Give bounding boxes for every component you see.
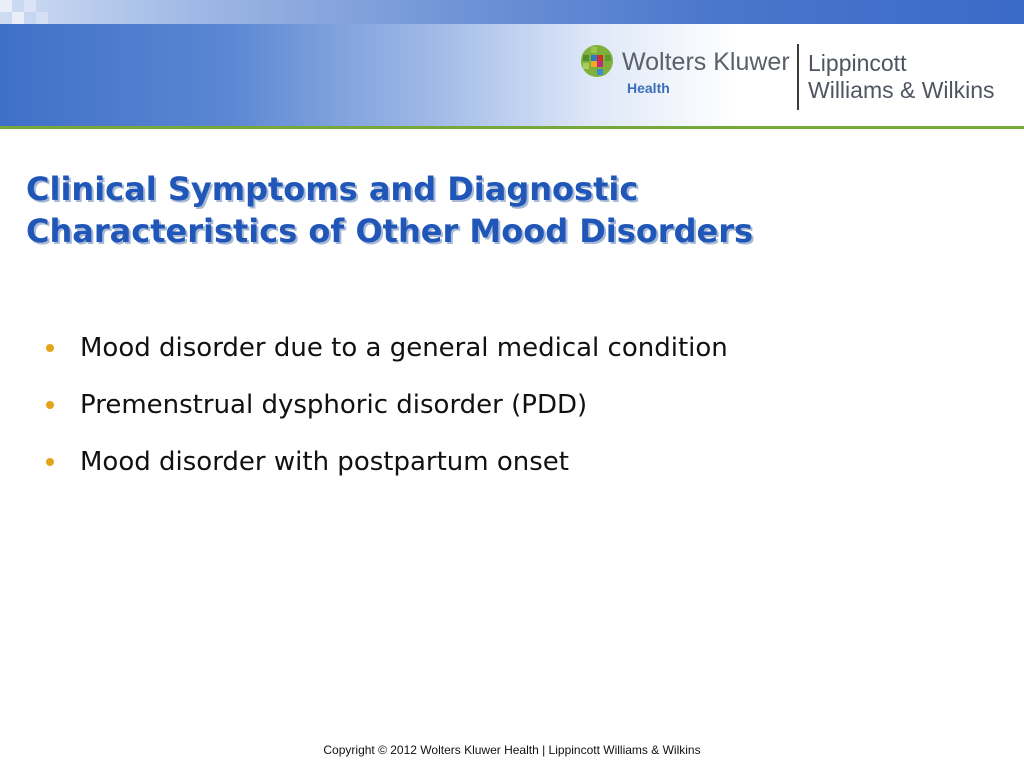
header-top-strip: [0, 0, 1024, 24]
brand-wolters-kluwer: Wolters Kluwer: [622, 48, 790, 76]
brand-lippincott: [808, 50, 995, 104]
bullet-text: Mood disorder due to a general medical condition: [80, 333, 728, 363]
bullet-dot-icon: [46, 401, 54, 409]
bullet-dot-icon: [46, 458, 54, 466]
bullet-list: [44, 330, 1004, 501]
bullet-text: Mood disorder with postpartum onset: [80, 447, 569, 477]
bullet-item: [44, 444, 1004, 501]
copyright-footer: Copyright © 2012 Wolters Kluwer Health | Lippincott Williams & Wilkins: [323, 743, 701, 757]
brand-divider: [797, 44, 799, 110]
slide-title-line1: Clinical Symptoms and Diagnostic: [26, 170, 639, 208]
brand-lippincott-line1: Lippincott: [808, 50, 907, 76]
slide-title: [26, 168, 1006, 252]
slide-header-band: [0, 0, 1024, 126]
bullet-item: [44, 330, 1004, 387]
wolters-kluwer-logo-icon: [580, 44, 614, 78]
header-corner-blocks: [0, 0, 64, 24]
brand-lippincott-line2: Williams & Wilkins: [808, 77, 995, 103]
bullet-dot-icon: [46, 344, 54, 352]
slide-title-line2: Characteristics of Other Mood Disorders: [26, 212, 754, 250]
brand-health: Health: [627, 80, 670, 96]
header-green-rule: [0, 126, 1024, 129]
bullet-text: Premenstrual dysphoric disorder (PDD): [80, 390, 588, 420]
bullet-item: [44, 387, 1004, 444]
